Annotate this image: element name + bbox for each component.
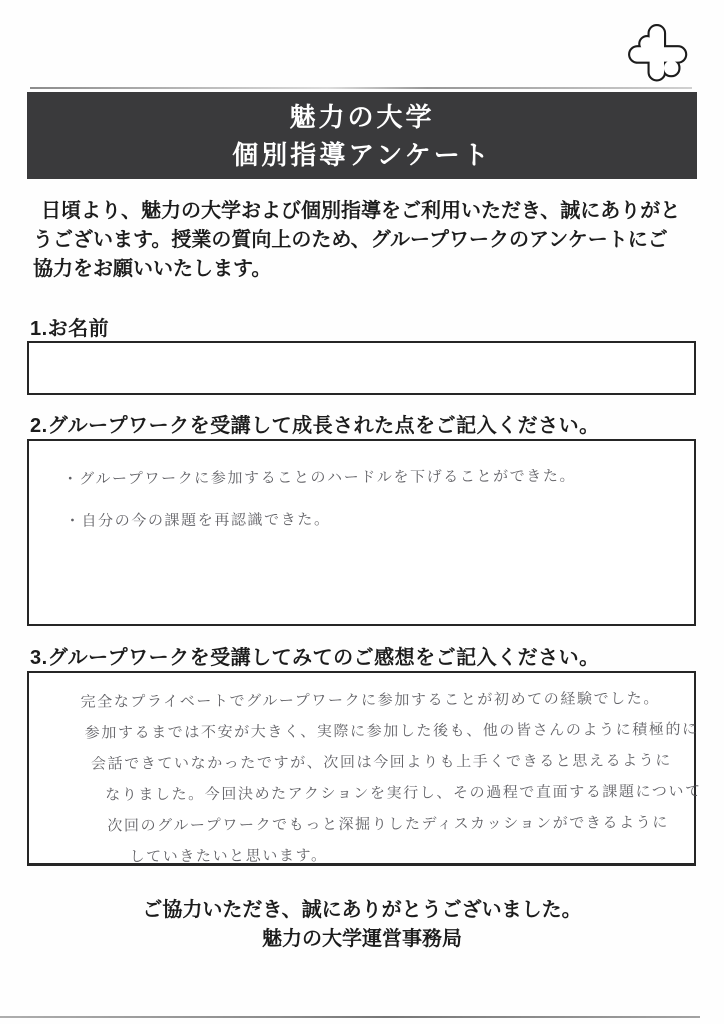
handwritten-line: 次回のグループワークでもっと深掘りしたディスカッションができるように — [107, 814, 669, 835]
intro-line: 協力をお願いいたします。 — [33, 258, 272, 280]
footer-thanks — [0, 896, 724, 954]
form-title: 魅力の大学 — [289, 101, 435, 132]
question-2-heading: 2.グループワークを受講して成長された点をご記入ください。 — [30, 415, 600, 437]
question-1-answer-box — [27, 341, 696, 395]
footer-line: 魅力の大学運営事務局 — [262, 928, 462, 950]
handwritten-line: 完全なプライベートでグループワークに参加することが初めての経験でした。 — [80, 690, 660, 711]
question-3-handwritten-answer — [28, 671, 702, 866]
question-3-heading: 3.グループワークを受講してみてのご感想をご記入ください。 — [30, 647, 600, 669]
question-3-answer-box — [27, 671, 702, 866]
handwritten-line: ・グループワークに参加することのハードルを下げることができた。 — [62, 467, 577, 488]
title-band — [27, 92, 697, 179]
question-2-handwritten-answer — [28, 439, 694, 626]
handwritten-line: ・自分の今の課題を再認識できた。 — [64, 511, 331, 530]
intro-paragraph — [33, 197, 698, 284]
handwritten-line: 会話できていなかったですが、次回は今回よりも上手くできると思えるように — [90, 752, 673, 773]
handwritten-line: していきたいと思います。 — [129, 847, 328, 866]
footer-line: ご協力いただき、誠にありがとうございました。 — [142, 899, 582, 921]
intro-line: うございます。授業の質向上のため、グループワークのアンケートにご — [33, 229, 668, 251]
question-2-answer-box — [27, 439, 696, 626]
intro-line: 日頃より、魅力の大学および個別指導をご利用いただき、誠にありがと — [41, 200, 681, 222]
scan-artifact-line-top — [30, 87, 692, 89]
question-1-heading: 1.お名前 — [30, 318, 110, 340]
handwritten-line: 参加するまでは不安が大きく、実際に参加した後も、他の皆さんのように積極的に — [84, 720, 699, 742]
form-subtitle: 個別指導アンケート — [232, 139, 492, 170]
scan-artifact-line-bottom — [0, 1016, 700, 1018]
handwritten-line: なりました。今回決めたアクションを実行し、その過程で直面する課題について — [105, 782, 702, 804]
double-plus-cross-logo-icon — [620, 14, 708, 94]
